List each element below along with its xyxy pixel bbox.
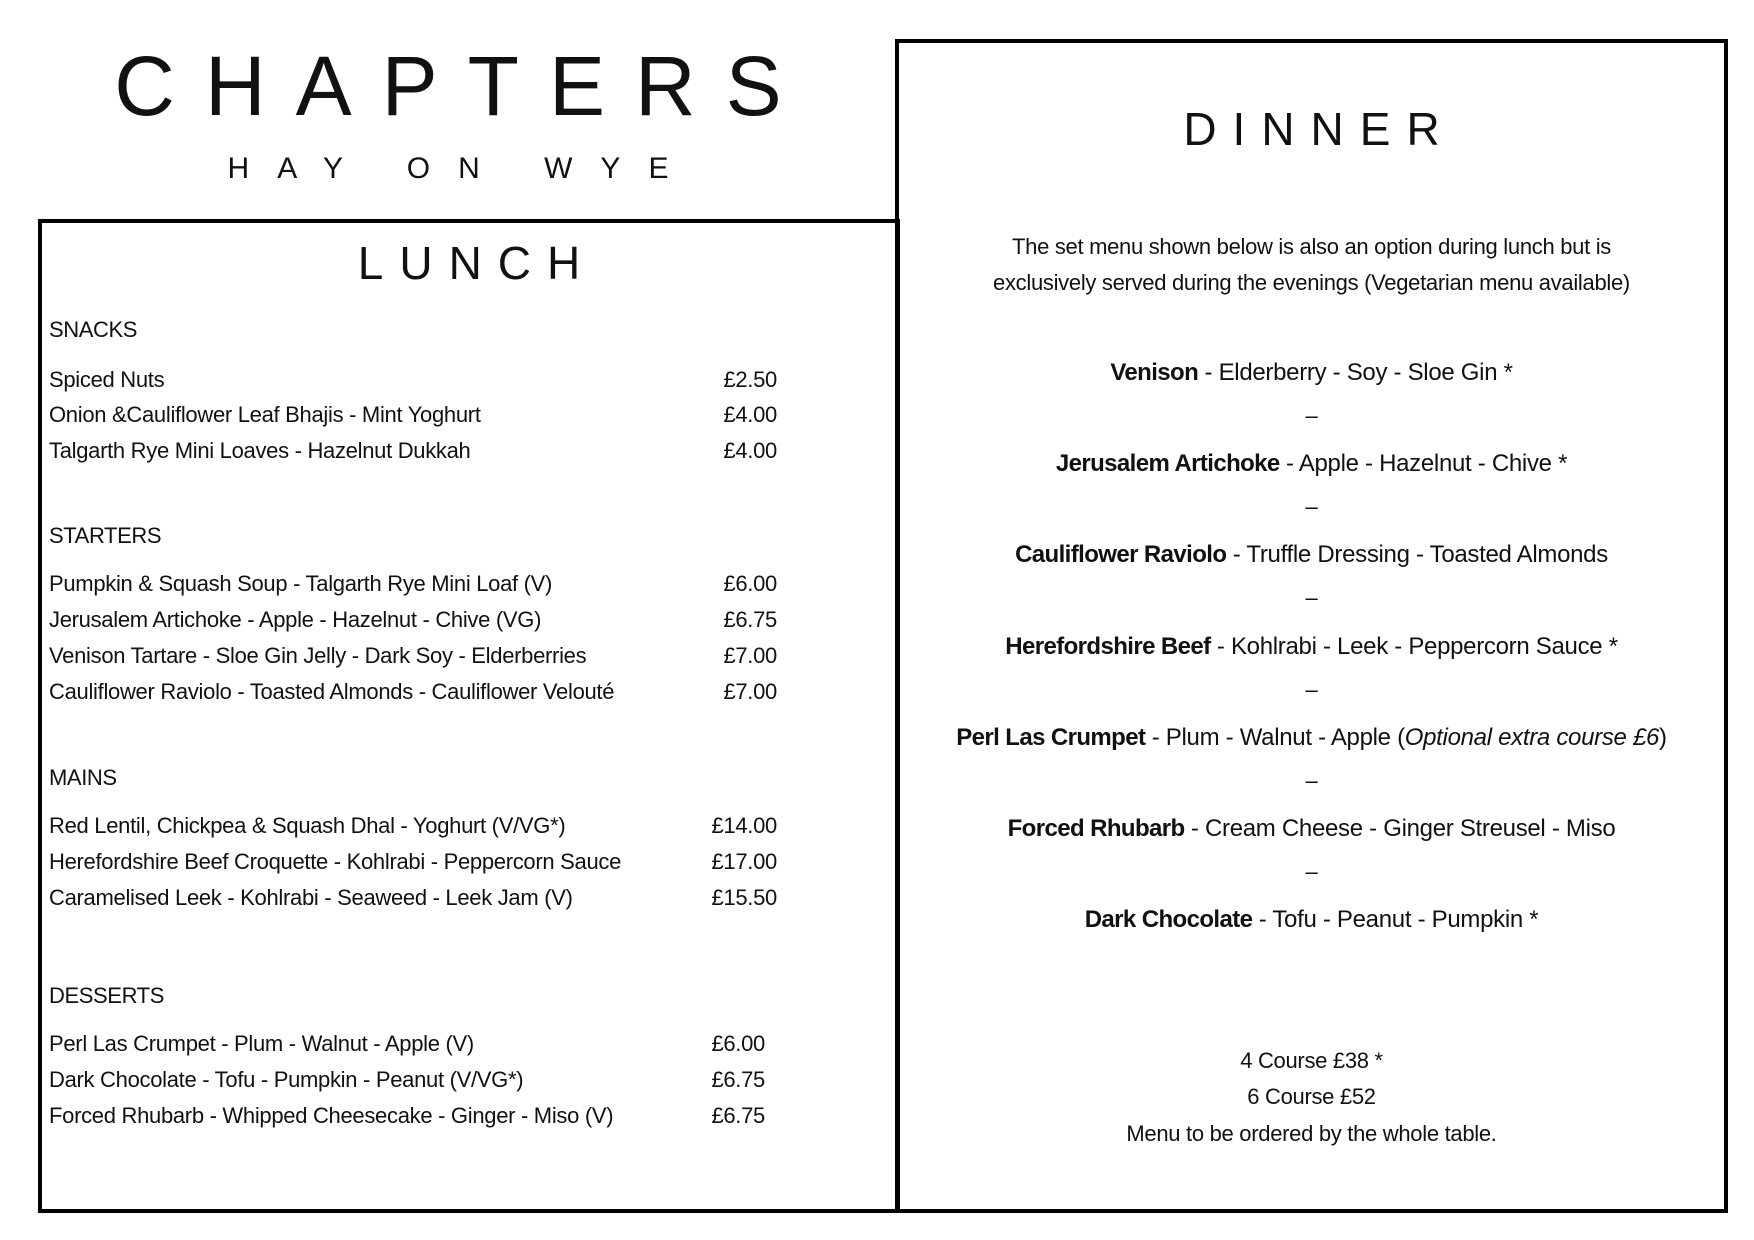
course-name: Cauliflower Raviolo bbox=[1015, 541, 1227, 568]
dinner-note: Menu to be ordered by the whole table. bbox=[1126, 1121, 1497, 1146]
item-price: £6.75 bbox=[711, 1067, 765, 1092]
menu-item bbox=[49, 679, 777, 705]
dinner-course bbox=[895, 906, 1728, 934]
course-details: - Elderberry - Soy - Sloe Gin * bbox=[1198, 359, 1513, 386]
item-price: £7.00 bbox=[723, 679, 777, 704]
course-separator: – bbox=[1305, 768, 1318, 793]
item-name: Caramelised Leek - Kohlrabi - Seaweed - Leek Jam (V) bbox=[49, 885, 573, 910]
menu-item bbox=[49, 849, 777, 875]
menu-item bbox=[49, 571, 777, 597]
item-price: £6.00 bbox=[723, 571, 777, 596]
section-heading: SNACKS bbox=[49, 317, 138, 342]
dinner-intro-line-1: The set menu shown below is also an option during lunch but is bbox=[1012, 234, 1611, 259]
menu-item bbox=[49, 1031, 765, 1057]
course-details: - Tofu - Peanut - Pumpkin * bbox=[1252, 906, 1539, 933]
dinner-course bbox=[895, 359, 1728, 387]
course-name: Dark Chocolate bbox=[1084, 906, 1253, 933]
dinner-course bbox=[895, 633, 1728, 661]
course-name: Herefordshire Beef bbox=[1005, 633, 1211, 660]
dinner-course bbox=[895, 450, 1728, 478]
item-price: £17.00 bbox=[711, 849, 777, 874]
item-name: Forced Rhubarb - Whipped Cheesecake - Ginger - Miso (V) bbox=[49, 1103, 614, 1128]
item-price: £6.75 bbox=[723, 607, 777, 632]
course-details: - Truffle Dressing - Toasted Almonds bbox=[1226, 541, 1608, 568]
course-details: - Plum - Walnut - Apple ( bbox=[1145, 724, 1405, 751]
brand-location: HAY ON WYE bbox=[227, 152, 697, 185]
section-heading: DESSERTS bbox=[49, 983, 164, 1008]
item-name: Red Lentil, Chickpea & Squash Dhal - Yoghurt (V/VG*) bbox=[49, 813, 566, 838]
item-name: Perl Las Crumpet - Plum - Walnut - Apple (V) bbox=[49, 1031, 474, 1056]
menu-item bbox=[49, 438, 777, 464]
menu-item bbox=[49, 813, 777, 839]
course-separator: – bbox=[1305, 494, 1318, 519]
item-name: Spiced Nuts bbox=[49, 367, 165, 392]
item-price: £6.00 bbox=[711, 1031, 765, 1056]
course-separator: – bbox=[1305, 859, 1318, 884]
dinner-course bbox=[895, 541, 1728, 569]
dinner-title: DINNER bbox=[1183, 103, 1456, 155]
item-price: £15.50 bbox=[711, 885, 777, 910]
section-heading: MAINS bbox=[49, 765, 117, 790]
item-name: Jerusalem Artichoke - Apple - Hazelnut - Chive (VG) bbox=[49, 607, 542, 632]
dinner-intro-line-2: exclusively served during the evenings (Vegetarian menu available) bbox=[993, 270, 1630, 295]
brand-name: CHAPTERS bbox=[114, 39, 812, 133]
dinner-price-6-course: 6 Course £52 bbox=[1247, 1084, 1376, 1109]
section-heading: STARTERS bbox=[49, 523, 162, 548]
item-price: £7.00 bbox=[723, 643, 777, 668]
course-name: Jerusalem Artichoke bbox=[1055, 450, 1280, 477]
menu-item bbox=[49, 643, 777, 669]
course-note: Optional extra course £6 bbox=[1404, 724, 1660, 751]
menu-item bbox=[49, 367, 777, 393]
dinner-course bbox=[895, 724, 1728, 752]
menu-item bbox=[49, 1067, 765, 1093]
dinner-panel bbox=[895, 39, 1728, 1213]
item-name: Venison Tartare - Sloe Gin Jelly - Dark Soy - Elderberries bbox=[49, 643, 587, 668]
item-price: £14.00 bbox=[711, 813, 777, 838]
course-name: Venison bbox=[1110, 359, 1199, 386]
menu-item bbox=[49, 402, 777, 428]
item-name: Talgarth Rye Mini Loaves - Hazelnut Dukkah bbox=[49, 438, 471, 463]
item-price: £4.00 bbox=[723, 402, 777, 427]
item-name: Herefordshire Beef Croquette - Kohlrabi - Peppercorn Sauce bbox=[49, 849, 622, 874]
course-name: Perl Las Crumpet bbox=[956, 724, 1146, 751]
item-price: £6.75 bbox=[711, 1103, 765, 1128]
item-name: Onion &Cauliflower Leaf Bhajis - Mint Yoghurt bbox=[49, 402, 481, 427]
menu-item bbox=[49, 885, 777, 911]
menu-item bbox=[49, 607, 777, 633]
course-name: Forced Rhubarb bbox=[1007, 815, 1185, 842]
item-price: £4.00 bbox=[723, 438, 777, 463]
menu-item bbox=[49, 1103, 765, 1129]
course-details-close: ) bbox=[1659, 724, 1667, 751]
course-details: - Apple - Hazelnut - Chive * bbox=[1279, 450, 1568, 477]
course-separator: – bbox=[1305, 403, 1318, 428]
course-separator: – bbox=[1305, 585, 1318, 610]
course-details: - Cream Cheese - Ginger Streusel - Miso bbox=[1184, 815, 1616, 842]
lunch-title: LUNCH bbox=[357, 237, 597, 289]
course-details: - Kohlrabi - Leek - Peppercorn Sauce * bbox=[1210, 633, 1618, 660]
course-separator: – bbox=[1305, 677, 1318, 702]
dinner-course bbox=[895, 815, 1728, 843]
item-name: Pumpkin & Squash Soup - Talgarth Rye Mini Loaf (V) bbox=[49, 571, 553, 596]
item-name: Dark Chocolate - Tofu - Pumpkin - Peanut (V/VG*) bbox=[49, 1067, 524, 1092]
dinner-price-4-course: 4 Course £38 * bbox=[1240, 1048, 1383, 1073]
item-name: Cauliflower Raviolo - Toasted Almonds - Cauliflower Velouté bbox=[49, 679, 615, 704]
item-price: £2.50 bbox=[723, 367, 777, 392]
